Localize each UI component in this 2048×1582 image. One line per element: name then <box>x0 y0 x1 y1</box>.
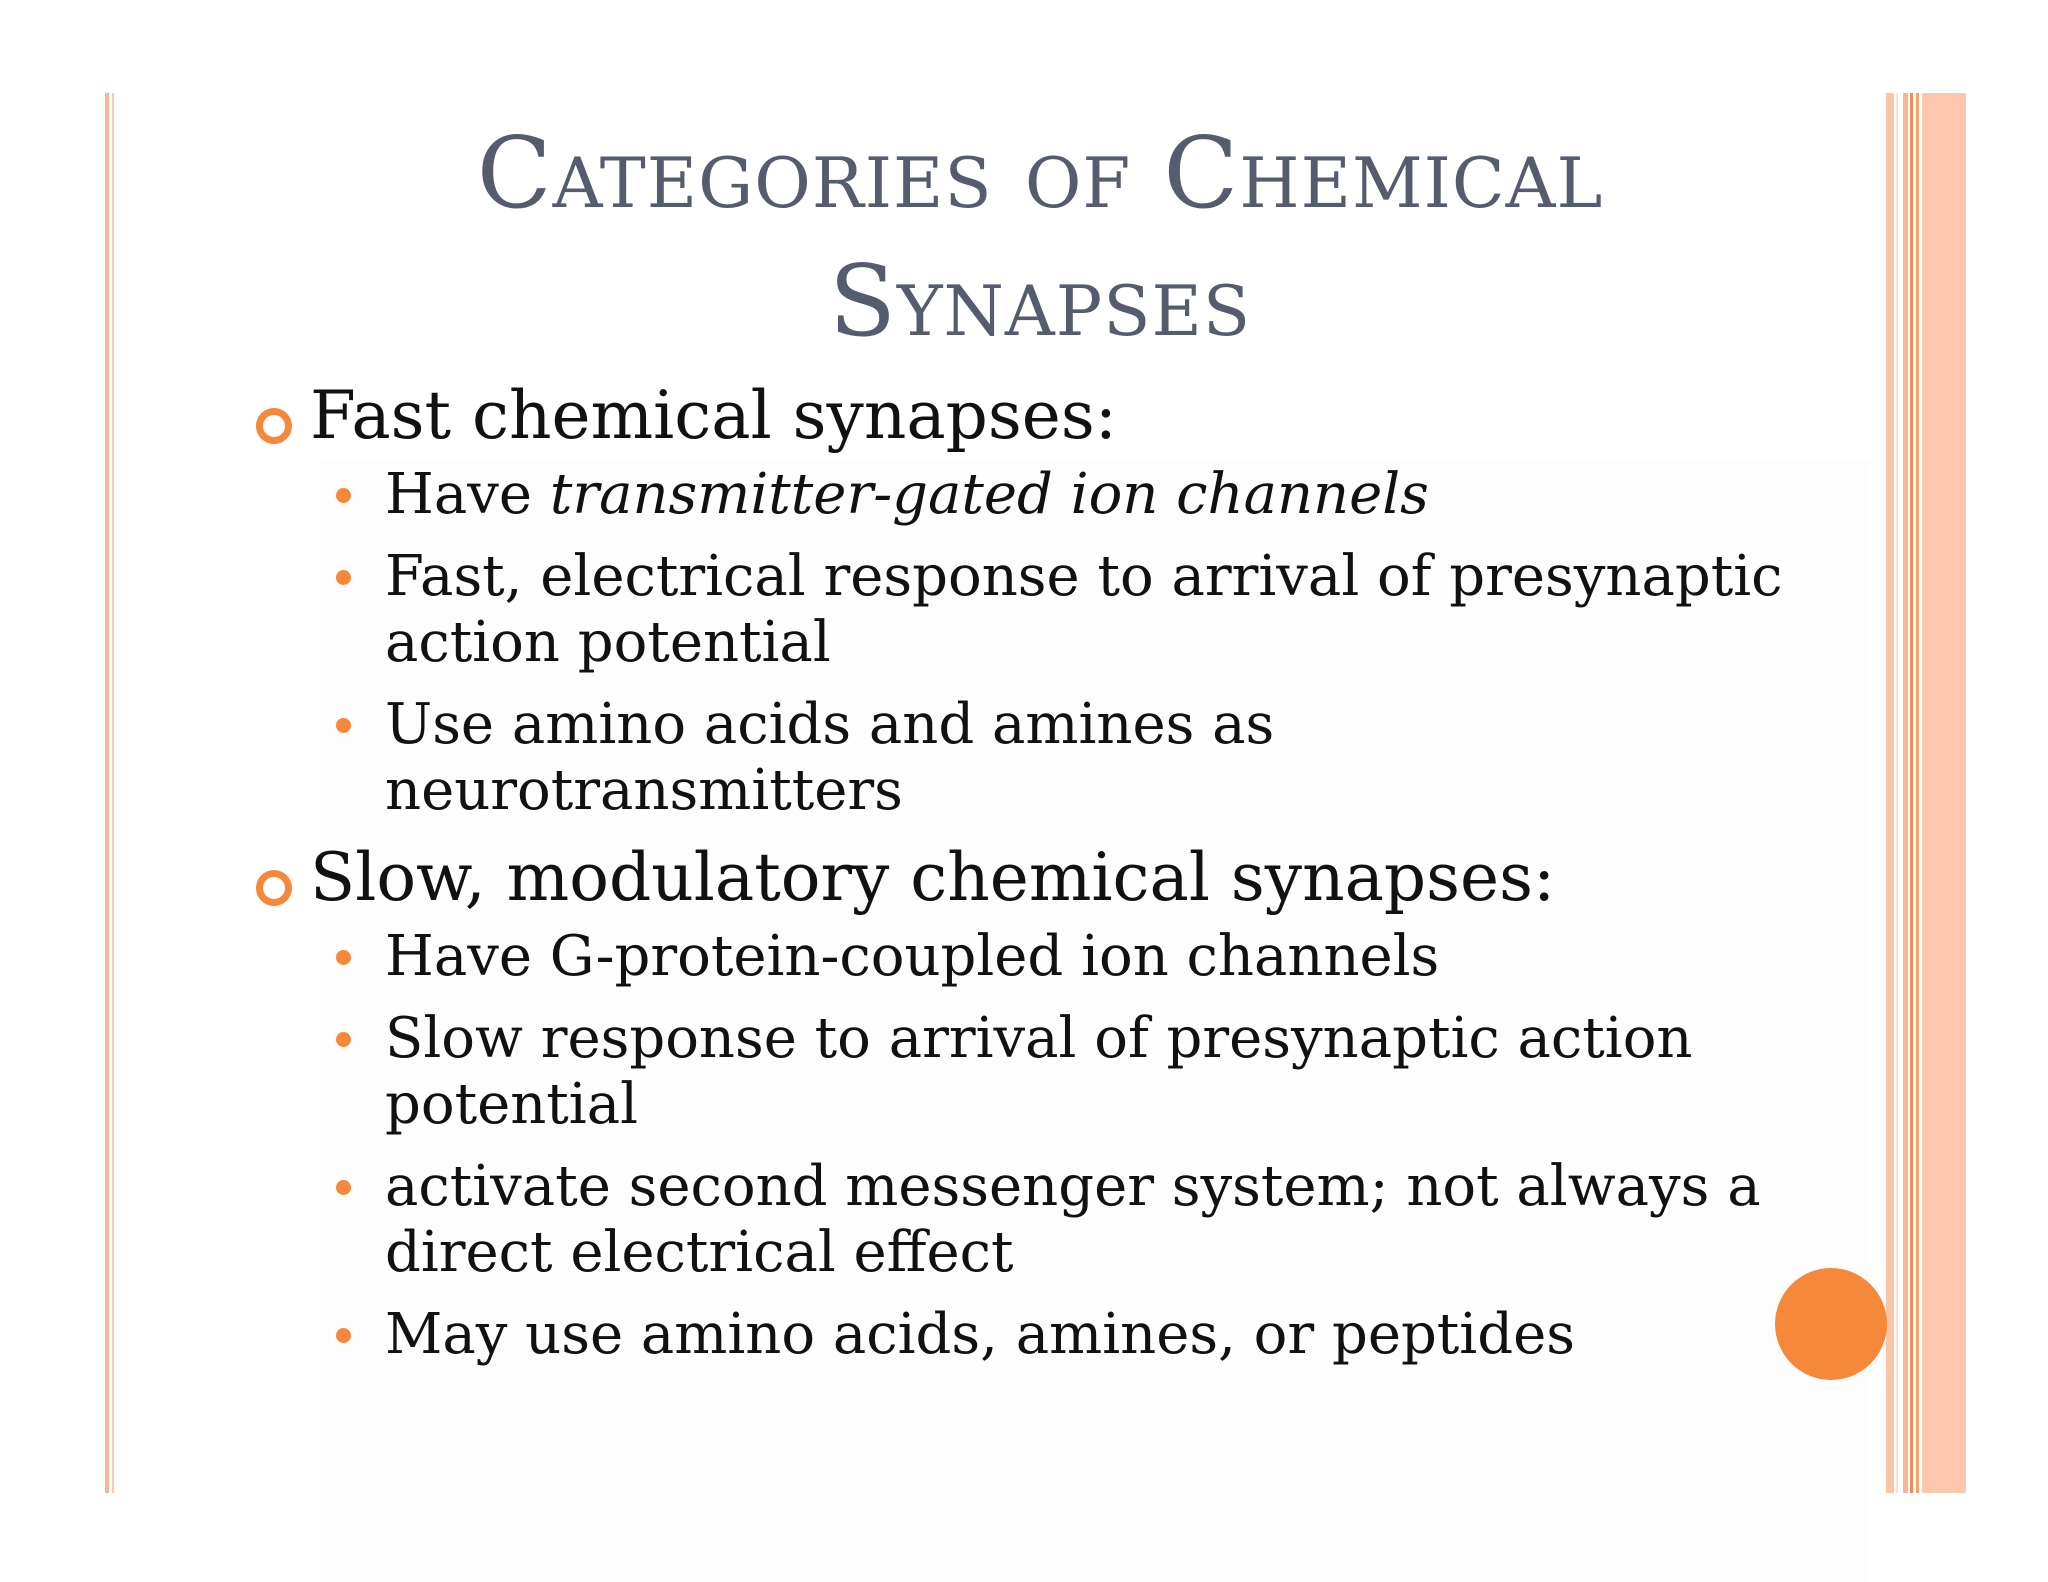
sub-bullet <box>250 924 1870 990</box>
sub-bullet-line: Use amino acids and amines as <box>385 692 1275 757</box>
dot-bullet-icon <box>336 1180 351 1195</box>
sub-bullet <box>250 462 1870 528</box>
ring-bullet-icon <box>256 870 292 906</box>
dot-bullet-icon <box>336 570 351 585</box>
sub-bullet-line: activate second messenger system; not always a <box>385 1154 1761 1219</box>
sub-bullet-text: May use amino acids, amines, or peptides <box>385 1302 1575 1367</box>
right-band-stripe <box>1903 93 1908 1493</box>
dot-bullet-icon <box>336 1032 351 1047</box>
ring-bullet-icon <box>256 408 292 444</box>
sub-bullet <box>250 544 1870 676</box>
right-band-stripe <box>1886 93 1894 1493</box>
dot-bullet-icon <box>336 1328 351 1343</box>
sub-bullet <box>250 1302 1870 1368</box>
bullet-fast-synapses <box>250 378 1870 454</box>
dot-bullet-icon <box>336 488 351 503</box>
bullet-text: Fast chemical synapses: <box>310 377 1117 454</box>
bullet-text: Slow, modulatory chemical synapses: <box>310 839 1556 916</box>
sub-bullet-line: neurotransmitters <box>385 758 903 823</box>
bullet-list <box>250 378 1870 1384</box>
sub-bullet-line: action potential <box>385 610 831 675</box>
right-decorative-band <box>1886 93 1966 1493</box>
left-border-line-inner <box>112 93 114 1493</box>
dot-bullet-icon <box>336 718 351 733</box>
sub-bullet <box>250 692 1870 824</box>
sub-bullet-prefix: Have <box>385 462 550 527</box>
right-band-stripe <box>1916 93 1919 1493</box>
sub-bullet-line: potential <box>385 1072 638 1137</box>
bullet-slow-synapses <box>250 840 1870 916</box>
decorative-orange-circle <box>1775 1268 1887 1380</box>
sub-bullet <box>250 1154 1870 1286</box>
right-band-stripe <box>1910 93 1913 1493</box>
slide-title <box>340 110 1740 366</box>
slide-title-line1: Categories of Chemical <box>476 117 1604 231</box>
right-band-stripe <box>1896 93 1898 1493</box>
dot-bullet-icon <box>336 950 351 965</box>
sub-bullet-italic: transmitter-gated ion channels <box>549 462 1429 527</box>
sub-bullet <box>250 1006 1870 1138</box>
sub-bullet-text: Have G-protein-coupled ion channels <box>385 924 1440 989</box>
slide-title-line2: Synapses <box>828 245 1252 359</box>
sub-bullet-line: Fast, electrical response to arrival of presynaptic <box>385 544 1783 609</box>
sub-bullet-line: Slow response to arrival of presynaptic action <box>385 1006 1693 1071</box>
sub-bullet-line: direct electrical effect <box>385 1220 1014 1285</box>
right-band-stripe <box>1922 93 1966 1493</box>
left-border-line <box>105 93 109 1493</box>
